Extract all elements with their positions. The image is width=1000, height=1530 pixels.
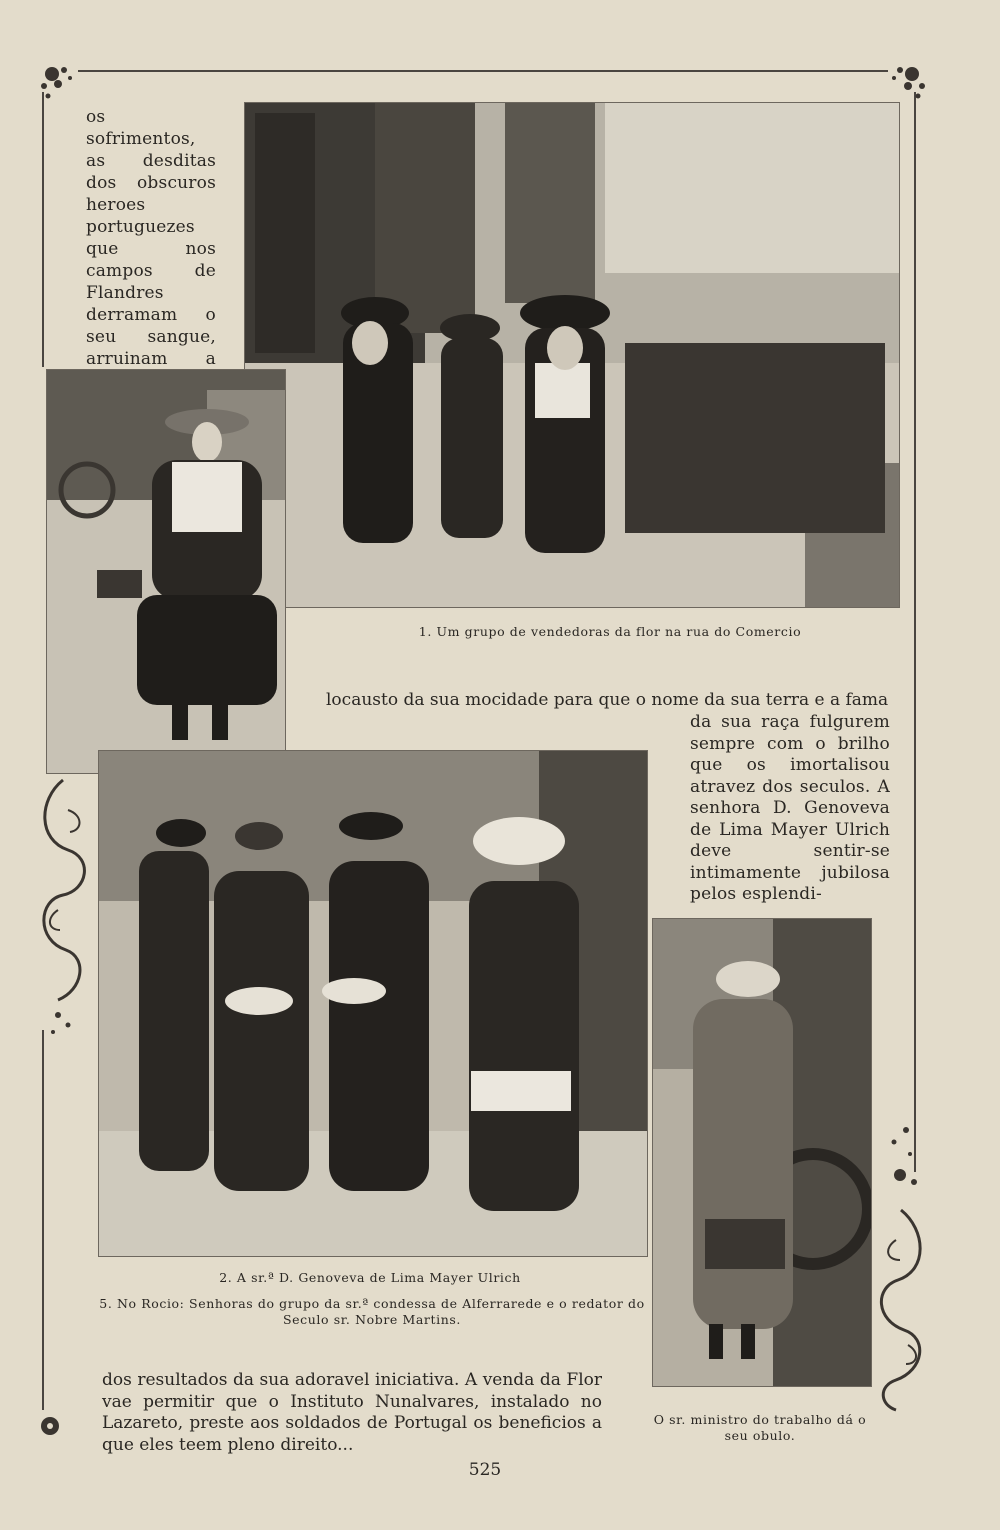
- top-right-ornament: [888, 58, 932, 102]
- photo-minister-giving-obol: [652, 918, 872, 1387]
- article-bottom-text: dos resultados da sua adoravel iniciativa. A venda da Flor vae permitir que o Instituto Nunalvares, instalado no Lazareto, preste aos soldados de Portugal os beneficios a que eles teem pleno direito...: [102, 1370, 602, 1455]
- top-left-ornament: [34, 58, 78, 102]
- article-right-column-text: da sua raça fulgurem sempre com o brilho que os imortalisou atravez dos seculos. A senhora D. Genoveva de Lima Mayer Ulrich deve sentir-se intimamente jubilosa pelos esplendi-: [690, 712, 890, 904]
- photo-flower-sellers-group: [244, 102, 900, 608]
- top-border-rule: [78, 70, 888, 72]
- article-column-text: os sofrimentos, as desditas dos obscuros heroes portuguezes que nos campos de Flandres derramam o seu sangue, arruinam a: [86, 107, 216, 369]
- article-middle-line: locausto da sua mocidade para que o nome da sua terra e a fama: [326, 690, 889, 710]
- caption-photo-2: 2. A sr.ª D. Genoveva de Lima Mayer Ulrich: [219, 1270, 521, 1285]
- photo-genoveva-lima-mayer-ulrich: [46, 369, 286, 774]
- caption-photo-1: 1. Um grupo de vendedoras da flor na rua do Comercio: [418, 624, 802, 639]
- right-border-rule: [914, 92, 916, 1172]
- caption-photo-5: 5. No Rocio: Senhoras do grupo da sr.ª condessa de Alferrarede e o redator do Seculo sr. Nobre Martins.: [99, 1296, 645, 1327]
- caption-photo-minister: O sr. ministro do trabalho dá o seu obulo.: [653, 1412, 867, 1443]
- right-scroll-ornament: [866, 1120, 936, 1420]
- bottom-left-ornament: [36, 1412, 64, 1440]
- left-border-rule: [42, 92, 44, 367]
- left-border-rule-lower: [42, 1030, 44, 1410]
- page-number: 525: [468, 1460, 502, 1480]
- left-scroll-ornament: [28, 770, 98, 1040]
- photo-rocio-group: [98, 750, 648, 1257]
